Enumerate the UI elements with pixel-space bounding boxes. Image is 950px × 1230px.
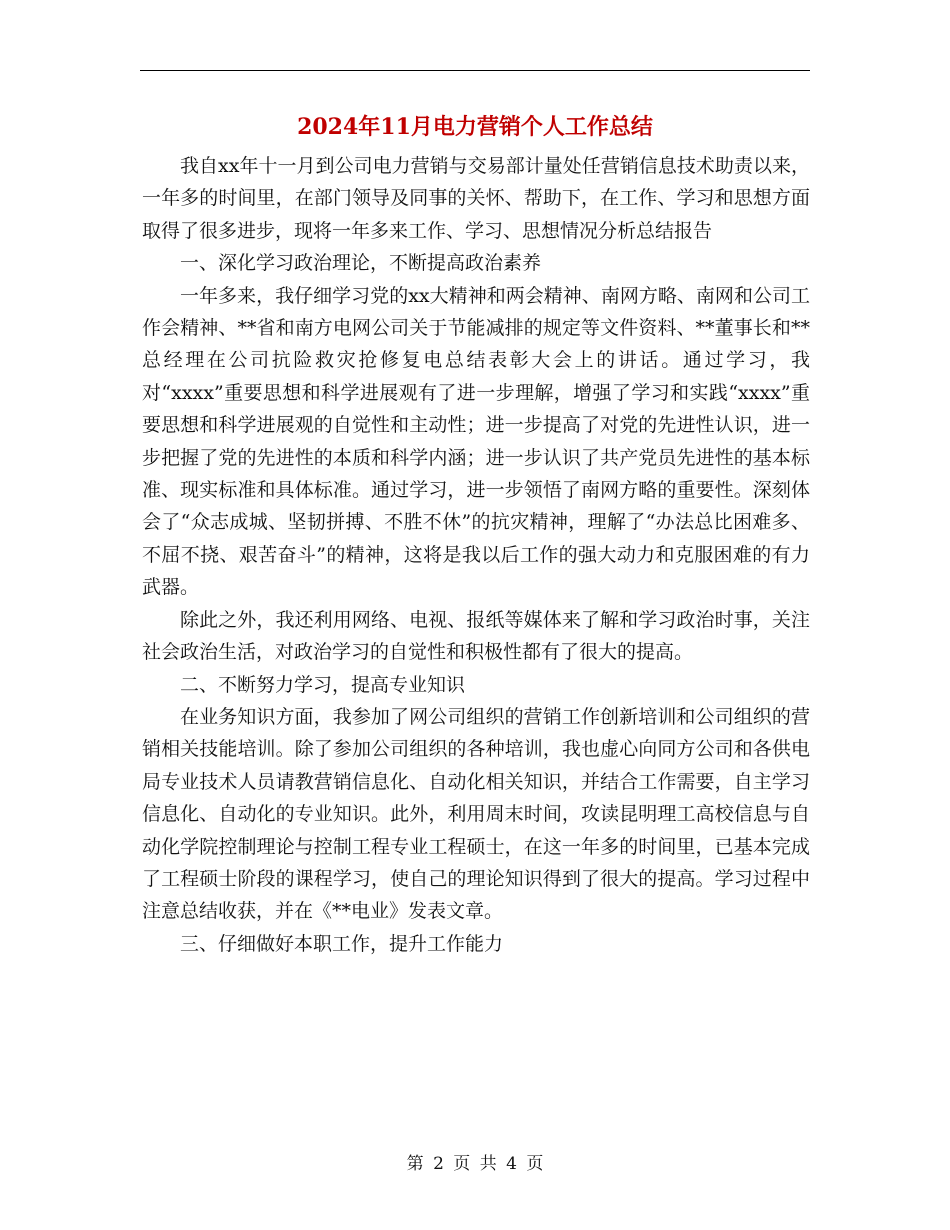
section-heading-2: 二、不断努力学习，提高专业知识	[180, 673, 466, 696]
paragraph-political-study: 一年多来，我仔细学习党的xx大精神和两会精神、南网方略、南网和公司工作会精神、**省和南方电网公司关于节能减排的规定等文件资料、**董事长和**总经理在公司抗险救灾抢修复电总结表彰大会上的讲话。通过学习，我对“xxxx”重要思想和科学进展观有了进一步理解，增强了学习和实践“xxxx”重要思想和科学进展观的自觉性和主动性；进一步提高了对党的先进性认识，进一步把握了党的先进性的本质和科学内涵；进一步认识了共产党员先进性的基本标准、现实标准和具体标准。通过学习，进一步领悟了南网方略的重要性。深刻体会了“众志成城、坚韧拼搏、不胜不休”的抗灾精神，理解了“办法总比困难多、不屈不挠、艰苦奋斗”的精神，这将是我以后工作的强大动力和克服困难的有力武器。	[142, 284, 810, 599]
section-heading-1: 一、深化学习政治理论，不断提高政治素养	[180, 252, 542, 275]
document-body	[142, 150, 810, 960]
document-title: 2024年11月电力营销个人工作总结	[297, 114, 653, 140]
paragraph-intro: 我自xx年十一月到公司电力营销与交易部计量处任营销信息技术助责以来，一年多的时间里，在部门领导及同事的关怀、帮助下，在工作、学习和思想方面取得了很多进步，现将一年多来工作、学习、思想情况分析总结报告	[142, 155, 810, 242]
paragraph-media-study: 除此之外，我还利用网络、电视、报纸等媒体来了解和学习政治时事，关注社会政治生活，对政治学习的自觉性和积极性都有了很大的提高。	[142, 608, 810, 664]
header-rule	[140, 70, 810, 71]
section-heading-3: 三、仔细做好本职工作，提升工作能力	[180, 932, 504, 955]
paragraph-professional-study: 在业务知识方面，我参加了网公司组织的营销工作创新培训和公司组织的营销相关技能培训。除了参加公司组织的各种培训，我也虚心向同方公司和各供电局专业技术人员请教营销信息化、自动化相关知识，并结合工作需要，自主学习信息化、自动化的专业知识。此外，利用周末时间，攻读昆明理工高校信息与自动化学院控制理论与控制工程专业工程硕士，在这一年多的时间里，已基本完成了工程硕士阶段的课程学习，使自己的理论知识得到了很大的提高。学习过程中注意总结收获，并在《**电业》发表文章。	[142, 705, 810, 923]
page-footer: 第 2 页 共 4 页	[406, 1154, 544, 1174]
